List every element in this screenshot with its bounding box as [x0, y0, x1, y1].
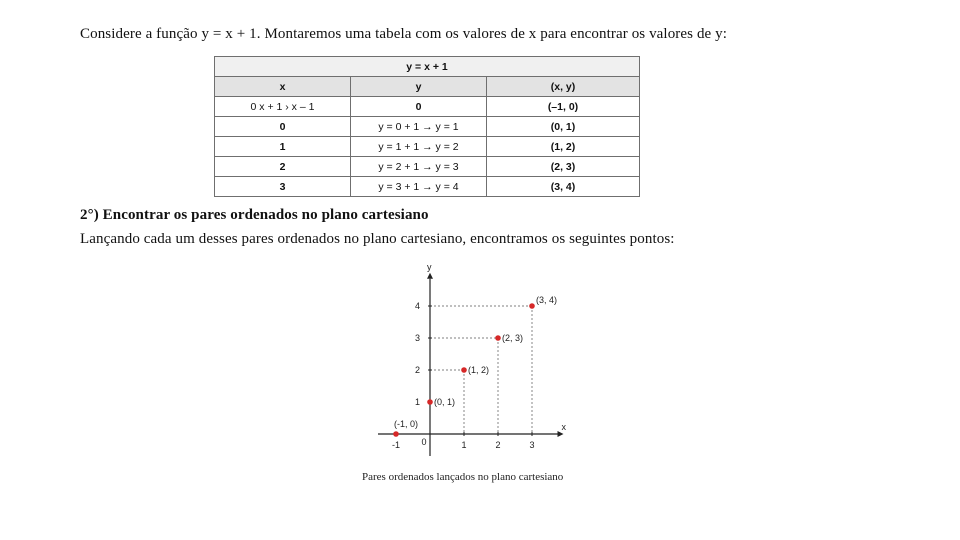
- data-point: [461, 367, 467, 373]
- data-point: [529, 303, 535, 309]
- table-cell-pair: (–1, 0): [487, 97, 640, 117]
- y-tick-label: 2: [414, 365, 420, 375]
- data-point-label: (-1, 0): [394, 419, 419, 429]
- table-title-row: [215, 57, 640, 77]
- y-tick-label: 4: [414, 301, 420, 311]
- intro-text: Considere a função y = x + 1. Montaremos uma tabela com os valores de x para encontrar os valores de y:: [80, 26, 728, 42]
- table-header-x: x: [215, 77, 351, 97]
- table-cell-pair: (1, 2): [487, 137, 640, 157]
- table-cell-x: 0 x + 1 › x – 1: [215, 97, 351, 117]
- table-cell-x: 0: [215, 117, 351, 137]
- table-row: [215, 157, 640, 177]
- table-cell-pair: (3, 4): [487, 177, 640, 197]
- origin-label: 0: [421, 437, 427, 447]
- cartesian-plane-chart: [370, 258, 580, 458]
- values-table: [214, 56, 640, 197]
- y-axis-label: y: [427, 261, 432, 272]
- data-point: [393, 431, 399, 437]
- table-row: [215, 97, 640, 117]
- table-header-row: [215, 77, 640, 97]
- table-cell-y: 0: [351, 97, 487, 117]
- y-axis-arrow-icon: [427, 273, 433, 279]
- table-cell-y: y = 0 + 1 → y = 1: [351, 117, 487, 137]
- data-point-label: (1, 2): [468, 365, 490, 375]
- table-row: [215, 117, 640, 137]
- table-cell-y: y = 1 + 1 → y = 2: [351, 137, 487, 157]
- x-tick-label: -1: [391, 440, 401, 450]
- table-cell-x: 1: [215, 137, 351, 157]
- table-cell-pair: (2, 3): [487, 157, 640, 177]
- table-title: y = x + 1: [215, 57, 640, 77]
- table-cell-x: 3: [215, 177, 351, 197]
- x-tick-label: 3: [529, 440, 535, 450]
- x-tick-label: 2: [495, 440, 501, 450]
- figure-caption: Pares ordenados lançados no plano cartesiano: [362, 471, 564, 483]
- y-tick-label: 3: [414, 333, 420, 343]
- description-text: Lançando cada um desses pares ordenados no plano cartesiano, encontramos os seguintes pontos:: [80, 231, 675, 247]
- section-heading: 2°) Encontrar os pares ordenados no plano cartesiano: [80, 207, 429, 223]
- table-cell-y: y = 2 + 1 → y = 3: [351, 157, 487, 177]
- y-tick-label: 1: [414, 397, 420, 407]
- table-cell-y: y = 3 + 1 → y = 4: [351, 177, 487, 197]
- x-axis-label: x: [561, 422, 566, 432]
- data-point-label: (2, 3): [502, 333, 524, 343]
- table-cell-pair: (0, 1): [487, 117, 640, 137]
- x-tick-label: 1: [461, 440, 467, 450]
- table-cell-x: 2: [215, 157, 351, 177]
- table-header-pair: (x, y): [487, 77, 640, 97]
- table-header-y: y: [351, 77, 487, 97]
- data-point-label: (3, 4): [536, 295, 558, 305]
- data-point: [427, 399, 433, 405]
- data-point-label: (0, 1): [434, 397, 456, 407]
- table-row: [215, 177, 640, 197]
- data-point: [495, 335, 501, 341]
- table-row: [215, 137, 640, 157]
